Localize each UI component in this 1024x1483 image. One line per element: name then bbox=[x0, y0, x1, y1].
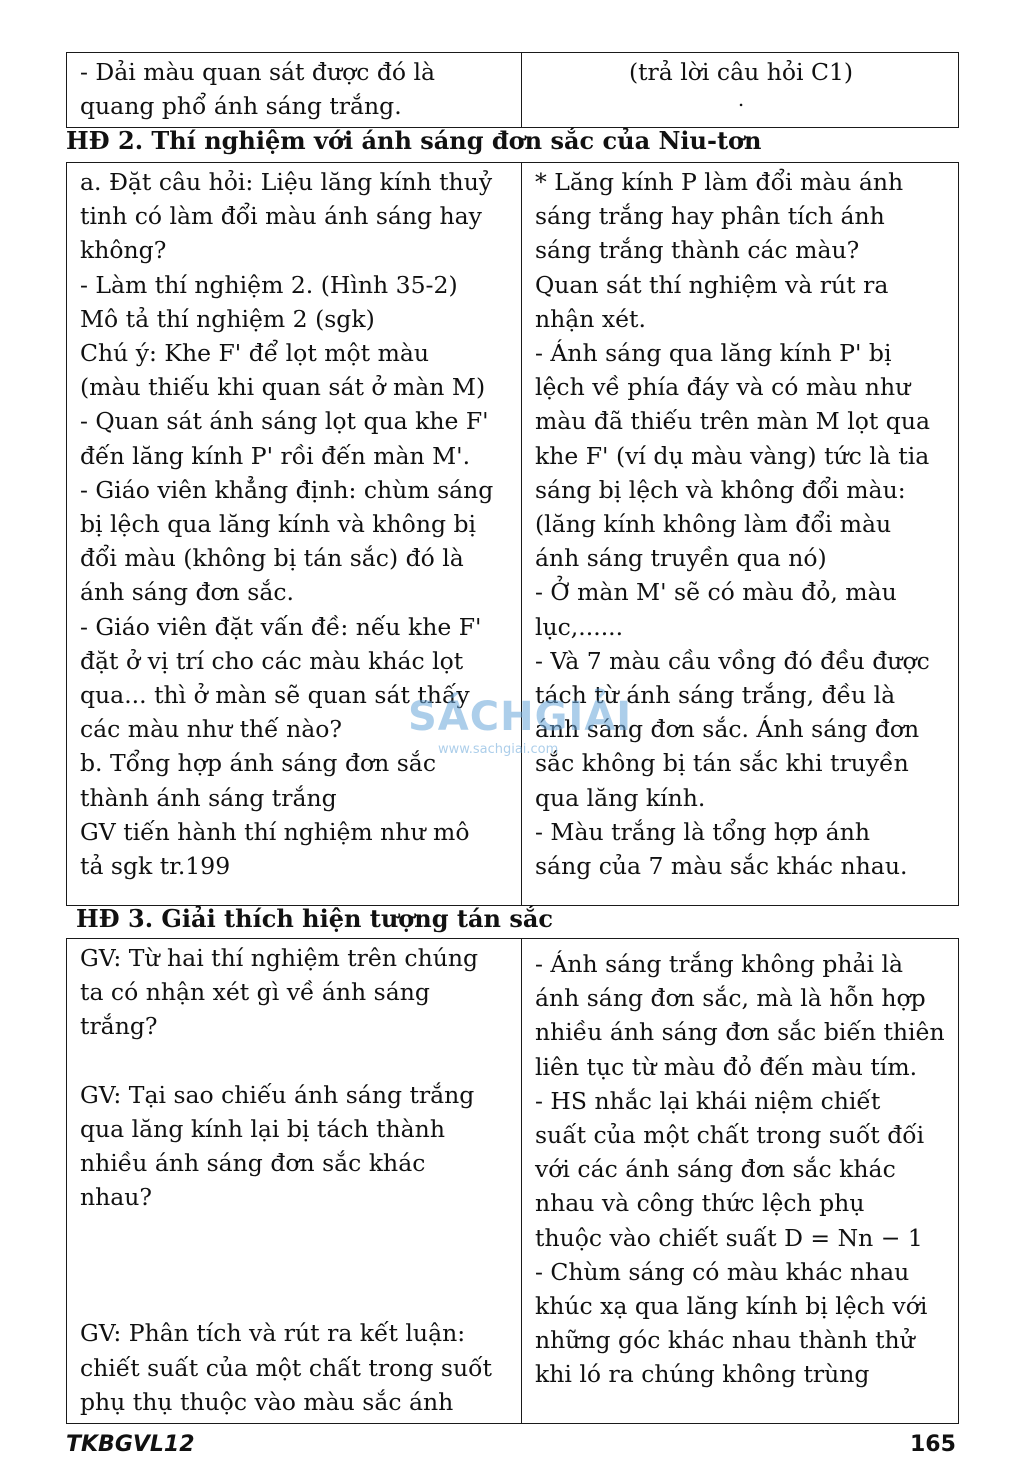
text-line: - Và 7 màu cầu vồng đó đều được bbox=[535, 646, 930, 675]
text-line: thuộc vào chiết suất D = Nn − 1 bbox=[535, 1223, 923, 1252]
text-line: Mô tả thí nghiệm 2 (sgk) bbox=[80, 304, 375, 333]
text-line: các màu như thế nào? bbox=[80, 715, 342, 744]
spacer bbox=[80, 1214, 510, 1248]
text-line: * Lăng kính P làm đổi màu ánh bbox=[535, 168, 904, 196]
spacer bbox=[80, 1044, 510, 1078]
text-line: lệch về phía đáy và có màu như bbox=[535, 373, 911, 402]
text-line: bị lệch qua lăng kính và không bị bbox=[80, 510, 477, 539]
text-line: sáng trắng hay phân tích ánh bbox=[535, 202, 885, 231]
hd2-heading: HĐ 2. Thí nghiệm với ánh sáng đơn sắc của Niu-tơn bbox=[66, 126, 762, 155]
text-line: Quan sát thí nghiệm và rút ra bbox=[535, 270, 889, 299]
text-line: những góc khác nhau thành thử bbox=[535, 1326, 915, 1355]
text-line: sáng trắng thành các màu? bbox=[535, 236, 860, 265]
text-line: qua... thì ở màn sẽ quan sát thấy bbox=[80, 681, 470, 710]
text-line: khe F' (ví dụ màu vàng) tức là tia bbox=[535, 441, 930, 470]
hd3-heading: HĐ 3. Giải thích hiện tượng tán sắc bbox=[76, 904, 554, 933]
watermark-brand: SÁCHGIẢI bbox=[408, 694, 633, 740]
text-line: - Màu trắng là tổng hợp ánh bbox=[535, 817, 870, 846]
text-line: Chú ý: Khe F' để lọt một màu bbox=[80, 339, 430, 368]
text-line: sắc không bị tán sắc khi truyền bbox=[535, 749, 909, 778]
text-line: tinh có làm đổi màu ánh sáng hay bbox=[80, 202, 482, 231]
text-line: - Giáo viên đặt vấn đề: nếu khe F' bbox=[80, 612, 482, 641]
text-line: - Chùm sáng có màu khác nhau bbox=[535, 1257, 910, 1286]
text-line: qua lăng kính lại bị tách thành bbox=[80, 1114, 445, 1143]
text-line: b. Tổng hợp ánh sáng đơn sắc bbox=[80, 749, 436, 778]
text-line: nhận xét. bbox=[535, 304, 646, 333]
text-line: sáng bị lệch và không đổi màu: bbox=[535, 475, 906, 504]
text-line: nhau? bbox=[80, 1183, 153, 1212]
spacer bbox=[80, 1248, 510, 1282]
text-line: . bbox=[737, 87, 745, 112]
text-line: liên tục từ màu đỏ đến màu tím. bbox=[535, 1052, 918, 1081]
text-line: suất của một chất trong suốt đối bbox=[535, 1121, 925, 1150]
text-line: với các ánh sáng đơn sắc khác bbox=[535, 1155, 896, 1184]
text-line: nhau và công thức lệch phụ bbox=[535, 1189, 865, 1218]
text-line: tách từ ánh sáng trắng, đều là bbox=[535, 681, 896, 710]
text-line: đổi màu (không bị tán sắc) đó là bbox=[80, 544, 464, 573]
text-line: phụ thụ thuộc vào màu sắc ánh bbox=[80, 1387, 454, 1416]
text-line: ánh sáng đơn sắc, mà là hỗn hợp bbox=[535, 984, 926, 1013]
text-line: trắng? bbox=[80, 1012, 158, 1041]
text-line: đặt ở vị trí cho các màu khác lọt bbox=[80, 646, 464, 675]
hd3-right-cell bbox=[522, 939, 959, 1424]
text-line: - Ánh sáng qua lăng kính P' bị bbox=[535, 339, 892, 368]
text-line: - Giáo viên khẳng định: chùm sáng bbox=[80, 475, 494, 504]
text-line: - Làm thí nghiệm 2. (Hình 35-2) bbox=[80, 270, 458, 299]
text-line: - HS nhắc lại khái niệm chiết bbox=[535, 1086, 881, 1115]
watermark-url: www.sachgiai.com bbox=[438, 742, 559, 757]
text-line: ánh sáng đơn sắc. bbox=[80, 578, 294, 607]
top-table bbox=[66, 52, 959, 128]
text-line: - Dải màu quan sát được đó là bbox=[80, 58, 436, 86]
text-line: nhiều ánh sáng đơn sắc khác bbox=[80, 1149, 426, 1178]
page-number: 165 bbox=[910, 1432, 956, 1457]
top-left-cell bbox=[67, 53, 522, 128]
text-line: quang phổ ánh sáng trắng. bbox=[80, 92, 402, 121]
text-line: ánh sáng truyền qua nó) bbox=[535, 544, 827, 573]
text-line: lục,...... bbox=[535, 612, 624, 641]
text-line: - Quan sát ánh sáng lọt qua khe F' bbox=[80, 407, 489, 436]
text-line: GV tiến hành thí nghiệm như mô bbox=[80, 817, 470, 846]
hd3-left-cell bbox=[67, 939, 522, 1424]
text-line: chiết suất của một chất trong suốt bbox=[80, 1353, 492, 1382]
text-line: không? bbox=[80, 236, 167, 265]
text-line: thành ánh sáng trắng bbox=[80, 783, 337, 812]
text-line: (trả lời câu hỏi C1) bbox=[628, 58, 854, 86]
text-line: đến lăng kính P' rồi đến màn M'. bbox=[80, 441, 471, 470]
spacer bbox=[80, 1282, 510, 1316]
text-line: - Ánh sáng trắng không phải là bbox=[535, 950, 904, 978]
hd3-table bbox=[66, 938, 959, 1424]
hd2-left-cell bbox=[67, 163, 522, 906]
text-line: GV: Tại sao chiếu ánh sáng trắng bbox=[80, 1080, 475, 1109]
text-line: khi ló ra chúng không trùng bbox=[535, 1360, 870, 1389]
text-line: GV: Từ hai thí nghiệm trên chúng bbox=[80, 944, 479, 972]
text-line: ta có nhận xét gì về ánh sáng bbox=[80, 978, 430, 1007]
top-right-cell bbox=[522, 53, 959, 128]
hd2-table bbox=[66, 162, 959, 906]
text-line: nhiều ánh sáng đơn sắc biến thiên bbox=[535, 1018, 945, 1047]
text-line: sáng của 7 màu sắc khác nhau. bbox=[535, 852, 908, 881]
text-line: (màu thiếu khi quan sát ở màn M) bbox=[80, 373, 486, 402]
book-code: TKBGVL12 bbox=[66, 1432, 195, 1457]
text-line: a. Đặt câu hỏi: Liệu lăng kính thuỷ bbox=[80, 168, 493, 196]
text-line: tả sgk tr.199 bbox=[80, 852, 231, 881]
text-line: - Ở màn M' sẽ có màu đỏ, màu bbox=[535, 578, 897, 607]
text-line: qua lăng kính. bbox=[535, 783, 706, 812]
text-line: ánh sáng đơn sắc. Ánh sáng đơn bbox=[535, 715, 920, 744]
text-line: (lăng kính không làm đổi màu bbox=[535, 510, 892, 539]
hd2-right-cell bbox=[522, 163, 959, 906]
text-line: màu đã thiếu trên màn M lọt qua bbox=[535, 407, 930, 436]
text-line: GV: Phân tích và rút ra kết luận: bbox=[80, 1319, 466, 1348]
text-line: khúc xạ qua lăng kính bị lệch với bbox=[535, 1292, 928, 1321]
